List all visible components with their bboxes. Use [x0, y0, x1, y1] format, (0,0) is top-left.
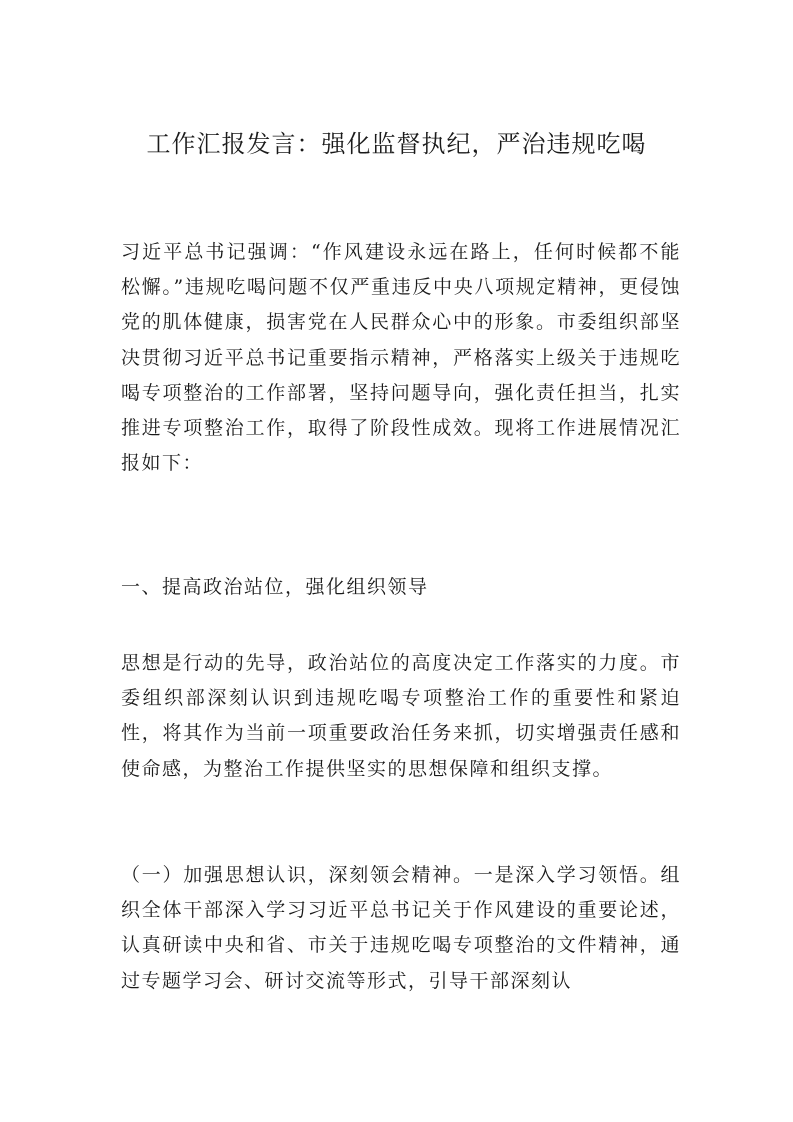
subsection-one-paragraph: （一）加强思想认识，深刻领会精神。一是深入学习领悟。组织全体干部深入学习习近平总书记关于作风建设的重要论述，认真研读中央和省、市关于违规吃喝专项整治的文件精神，通过专题学习会、研讨交流等形式，引导干部深刻认	[121, 864, 681, 992]
document-title: 工作汇报发言：强化监督执纪，严治违规吃喝	[146, 130, 647, 158]
section-one-paragraph: 思想是行动的先导，政治站位的高度决定工作落实的力度。市委组织部深刻认识到违规吃喝专项整治工作的重要性和紧迫性，将其作为当前一项重要政治任务来抓，切实增强责任感和使命感，为整治工作提供坚实的思想保障和组织支撑。	[121, 652, 681, 780]
section-heading-one: 一、提高政治站位，强化组织领导	[121, 576, 429, 598]
intro-paragraph: 习近平总书记强调：“作风建设永远在路上，任何时候都不能松懈。”违规吃喝问题不仅严重违反中央八项规定精神，更侵蚀党的肌体健康，损害党在人民群众心中的形象。市委组织部坚决贯彻习近平总书记重要指示精神，严格落实上级关于违规吃喝专项整治的工作部署，坚持问题导向，强化责任担当，扎实推进专项整治工作，取得了阶段性成效。现将工作进展情况汇报如下：	[121, 241, 681, 475]
